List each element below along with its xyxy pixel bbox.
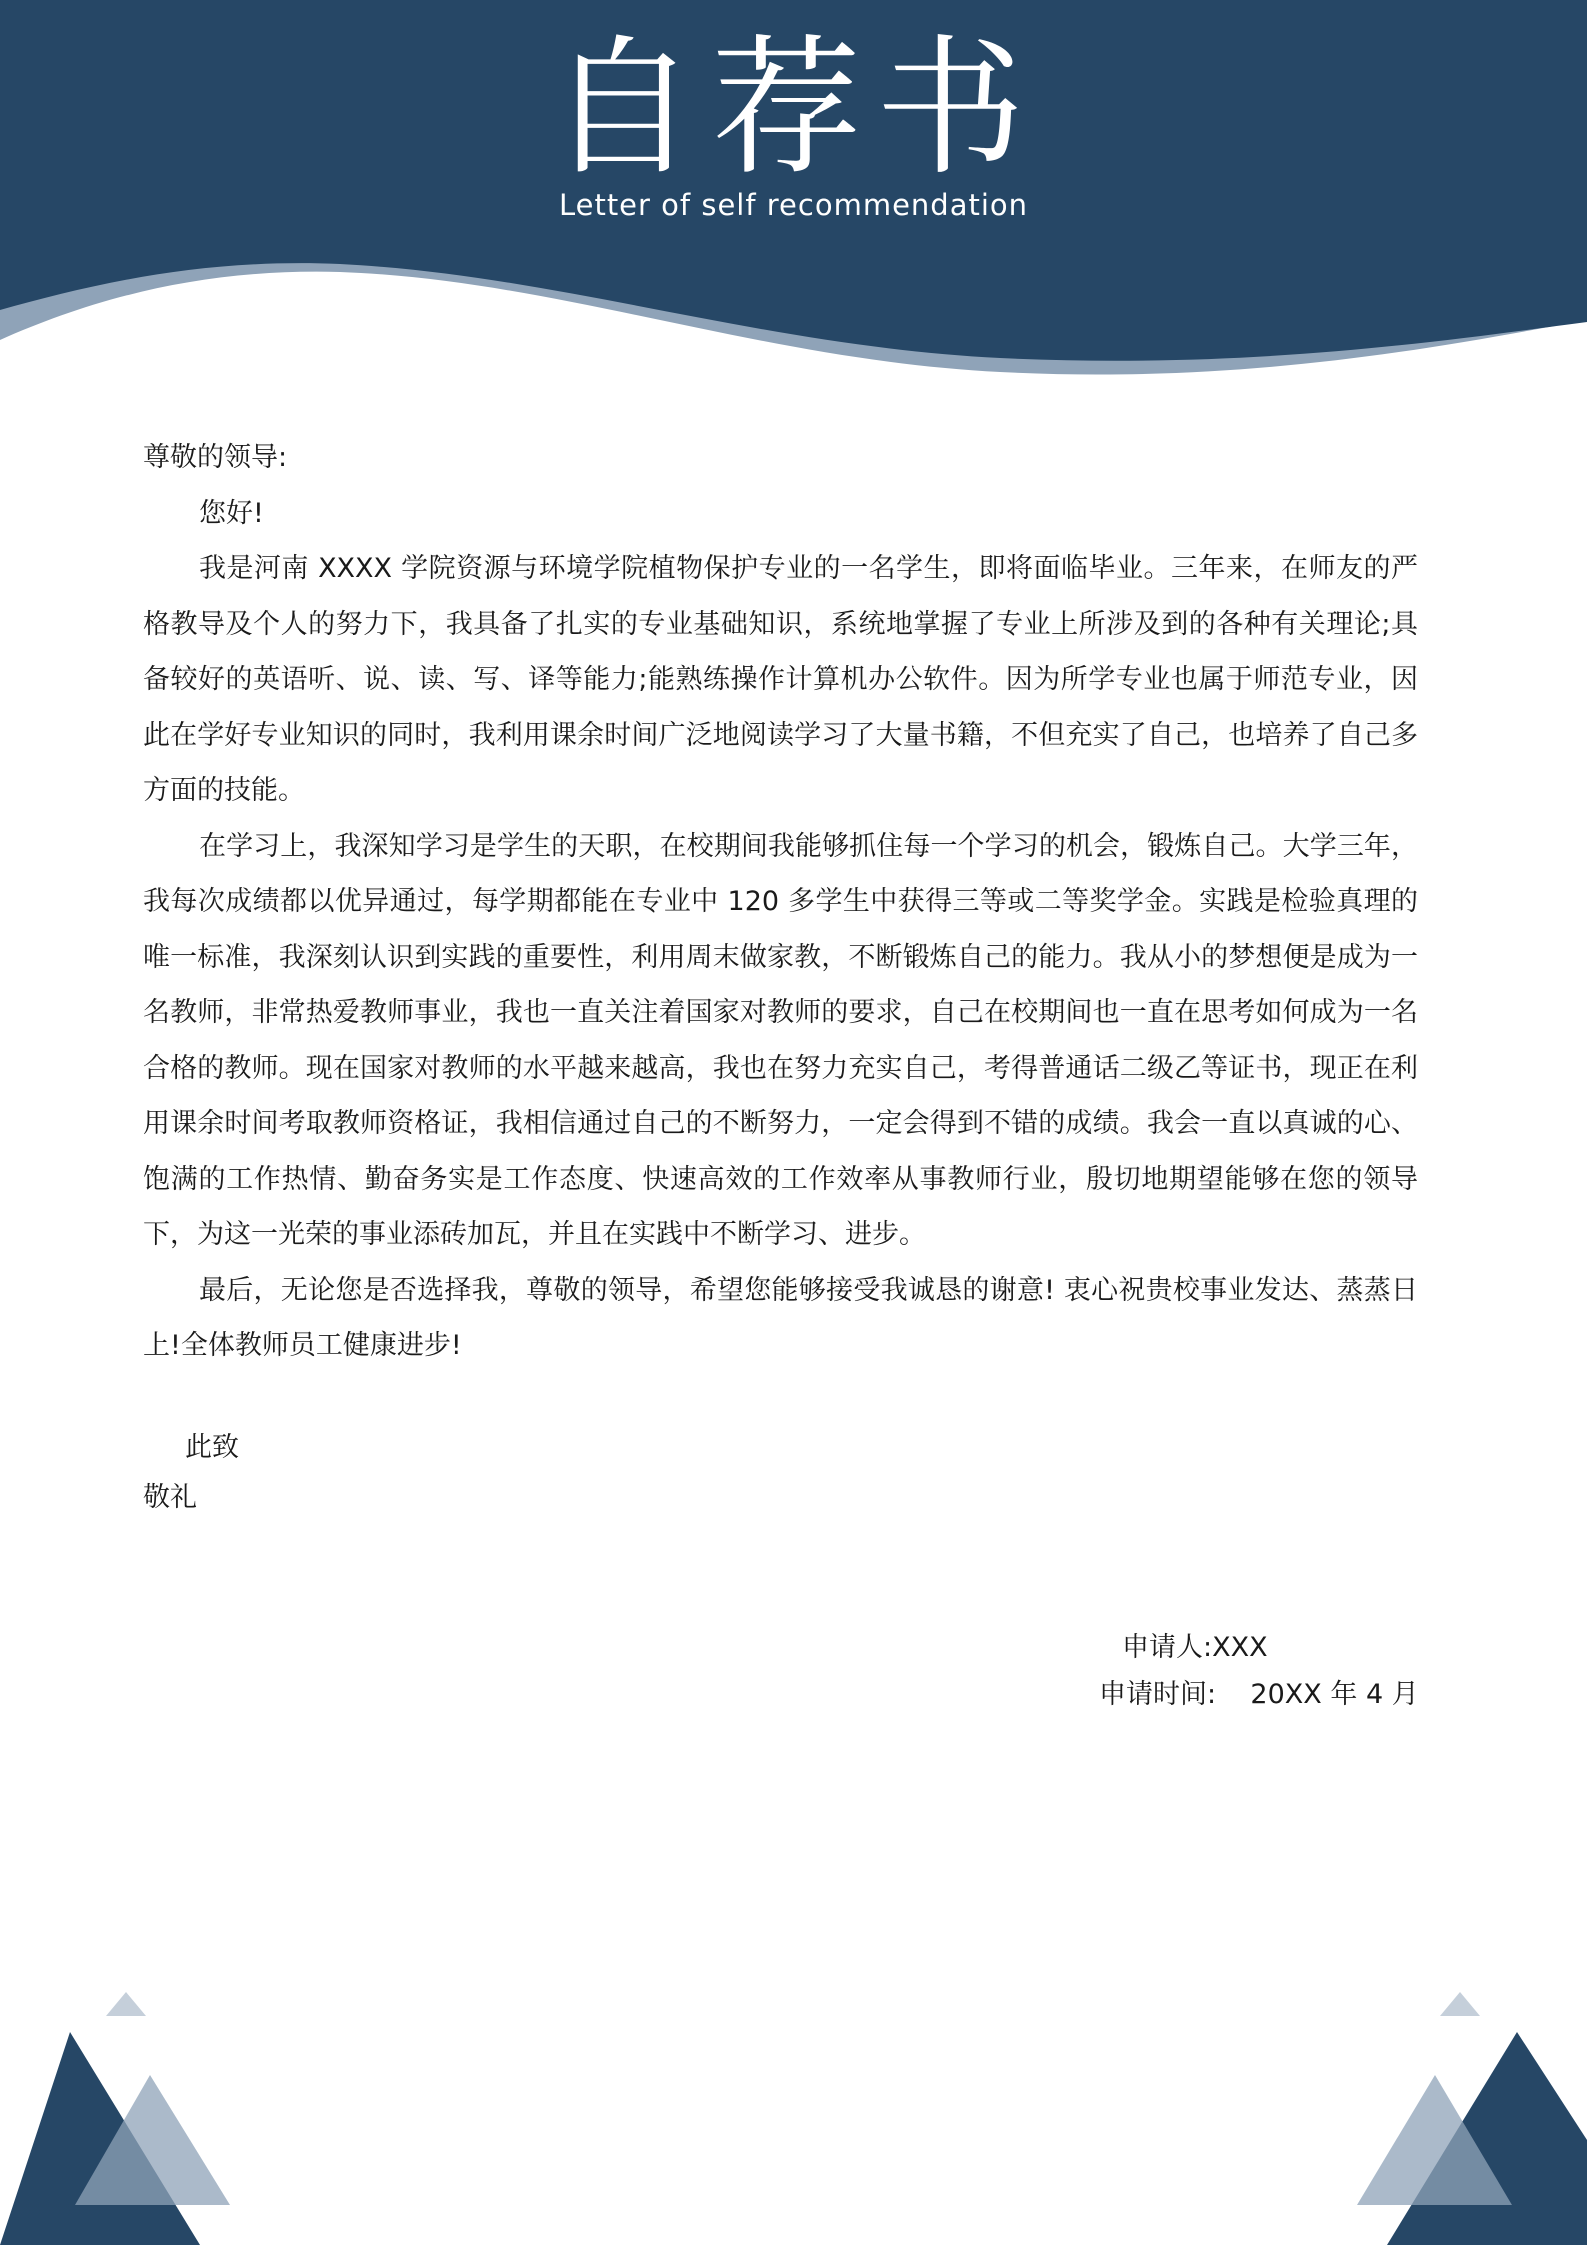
paragraph-2: 在学习上，我深知学习是学生的天职，在校期间我能够抓住每一个学习的机会，锻炼自己。大学三年，我每次成绩都以优异通过，每学期都能在专业中 120 多学生中获得三等或二等奖学金。实践是检验真理的唯一标准，我深刻认识到实践的重要性，利用周末做家教，不断锻炼自己的能力。我从小的梦想便是成为一名教师，非常热爱教师事业，我也一直关注着国家对教师的要求，自己在校期间也一直在思考如何成为一名合格的教师。现在国家对教师的水平越来越高，我也在努力充实自己，考得普通话二级乙等证书，现正在利用课余时间考取教师资格证，我相信通过自己的不断努力，一定会得到不错的成绩。我会一直以真诚的心、饱满的工作热情、勤奋务实是工作态度、快速高效的工作效率从事教师行业，殷切地期望能够在您的领导下，为这一光荣的事业添砖加瓦，并且在实践中不断学习、进步。 — [143, 830, 1418, 1250]
paragraph-1: 我是河南 XXXX 学院资源与环境学院植物保护专业的一名学生，即将面临毕业。三年来，在师友的严格教导及个人的努力下，我具备了扎实的专业基础知识，系统地掌握了专业上所涉及到的各种有关理论;具备较好的英语听、说、读、写、译等能力;能熟练操作计算机办公软件。因为所学专业也属于师范专业，因此在学好专业知识的同时，我利用课余时间广泛地阅读学习了大量书籍，不但充实了自己，也培养了自己多方面的技能。 — [143, 553, 1418, 806]
header-banner — [0, 0, 1587, 380]
right-triangle-decoration — [1347, 1980, 1587, 2245]
application-date: 申请时间: 20XX 年 4 月 — [1099, 1679, 1419, 1710]
greeting: 您好! — [199, 497, 264, 529]
letter-body — [143, 430, 1418, 1374]
closing-cizhi: 此致 — [185, 1432, 239, 1463]
paragraph-3: 最后，无论您是否选择我，尊敬的领导，希望您能够接受我诚恳的谢意! 衷心祝贵校事业发达、蒸蒸日上!全体教师员工健康进步! — [143, 1274, 1418, 1361]
page-subtitle: Letter of self recommendation — [558, 188, 1029, 222]
left-triangle-decoration — [0, 1980, 240, 2245]
closing-jingli: 敬礼 — [143, 1482, 197, 1513]
page-title: 自荐书 — [547, 22, 1040, 196]
applicant-name: 申请人:XXX — [1122, 1632, 1268, 1663]
salutation: 尊敬的领导: — [143, 442, 288, 473]
